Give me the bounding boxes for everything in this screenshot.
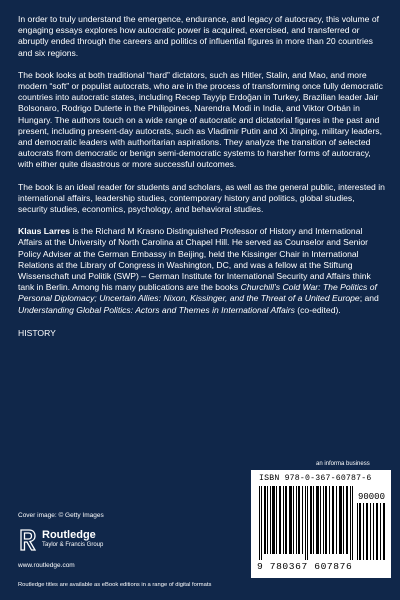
book-title-1: Churchill’s Cold War: The Politics of Personal Diplomacy; Uncertain Allies: Nixon, Kissinger, and the Threat of a United Europe bbox=[18, 282, 377, 304]
routledge-logo-icon bbox=[18, 528, 38, 552]
cover-image-credit: Cover image: © Getty Images bbox=[18, 512, 104, 519]
blurb bbox=[18, 14, 386, 350]
bio-text-1: is the Richard M Krasno Distinguished Professor of History and International Affairs at the University of North Carolina at Chapel Hill. He served as Counselor and Senior Policy Adviser at the German Embassy in Beijing, held the Kissinger Chair in International Relations at the Library of Congress in Washington, DC, and was a fellow at the Stiftung Wissenschaft und Politik (SWP) – German Institute for International Security and Affairs think tank in Berlin. Among his many publications are the books bbox=[18, 226, 371, 293]
book-title-2: Understanding Global Politics: Actors and Themes in International Affairs bbox=[18, 304, 295, 315]
subject-category: HISTORY bbox=[18, 327, 56, 338]
price-code: 90000 bbox=[357, 492, 385, 502]
isbn-label: ISBN 978-0-367-60787-6 bbox=[259, 474, 372, 483]
publisher-website[interactable]: www.routledge.com bbox=[18, 562, 75, 569]
scope-paragraph: The book looks at both traditional “hard” dictators, such as Hitler, Stalin, and Mao, and more modern “soft” or populist autocrats, who are in the process of transforming once fully democratic countries into autocratic states, including Recep Tayyip Erdoğan in Turkey, Brazilian leader Jair Bolsonaro, Rodrigo Duterte in the Philippines, Narendra Modi in India, and Viktor Orbán in Hungary. The authors touch on a wide range of autocratic and dictatorial figures in the past and present, including present-day autocrats, such as Vladimir Putin and Xi Jinping, military leaders, and democratic leaders with authoritarian aspirations. They analyze the transition of selected autocrats from democratic or benign semi-democratic systems to harsher forms of autocracy, with either quite disastrous or more successful outcomes. bbox=[18, 69, 383, 170]
barcode-number: 9 780367 607876 bbox=[257, 561, 353, 572]
author-name: Klaus Larres bbox=[18, 226, 71, 237]
publisher-name: Routledge bbox=[42, 529, 96, 541]
price-barcode-bars bbox=[357, 503, 385, 560]
publisher-group: Taylor & Francis Group bbox=[42, 542, 104, 548]
intro-paragraph: In order to truly understand the emergence, endurance, and legacy of autocracy, this volume of engaging essays explores how autocratic power is acquired, exercised, and transferred or abruptly ended through the careers and politics of influential figures in more than 20 countries and six regions. bbox=[18, 14, 379, 58]
barcode-box bbox=[251, 470, 391, 578]
ebook-note: Routledge titles are available as eBook editions in a range of digital formats bbox=[18, 582, 212, 588]
publisher-logo bbox=[18, 528, 158, 558]
bio-text-2: ; and bbox=[359, 293, 379, 304]
author-bio bbox=[18, 226, 386, 316]
informa-tagline: an informa business bbox=[316, 461, 370, 467]
barcode-bars bbox=[259, 486, 354, 560]
bio-text-3: (co-edited). bbox=[294, 304, 341, 315]
audience-paragraph: The book is an ideal reader for students and scholars, as well as the general public, interested in international affairs, leadership studies, contemporary history and politics, global studies, security studies, economics, psychology, and behavioral studies. bbox=[18, 181, 385, 215]
